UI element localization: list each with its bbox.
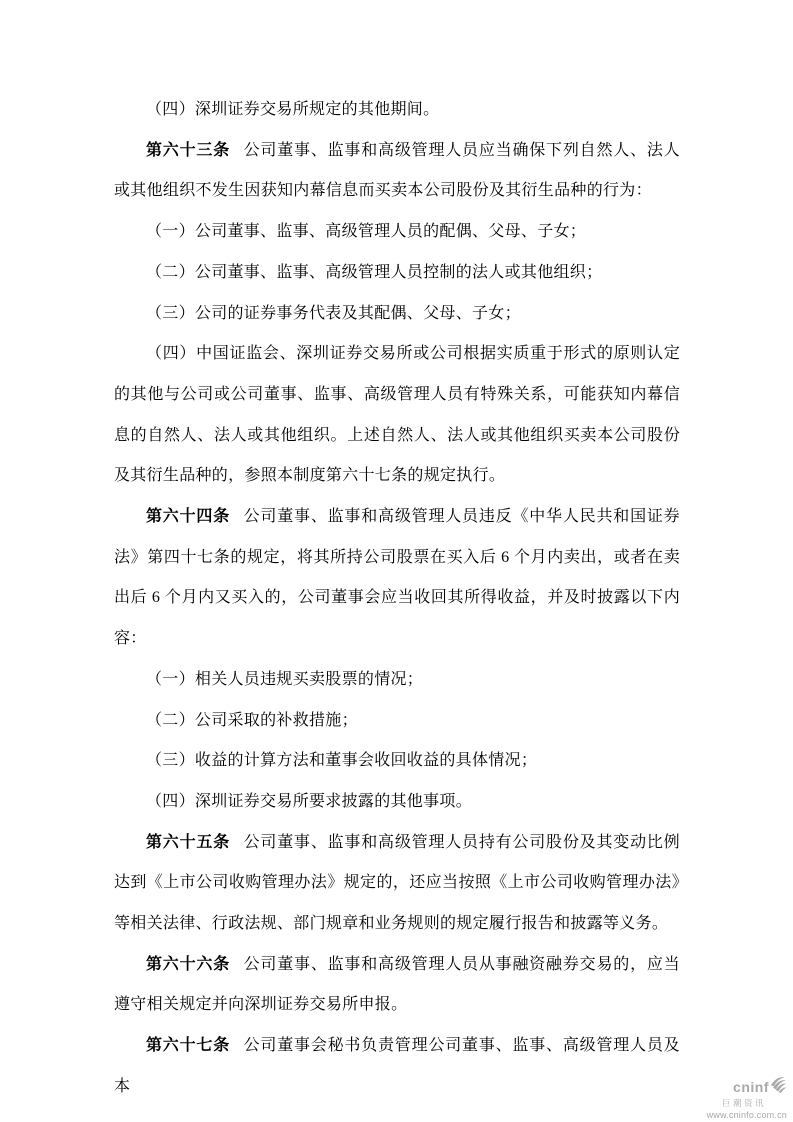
clause-item (114, 701, 680, 742)
paragraph-text: （四）深圳证券交易所规定的其他期间。 (146, 101, 440, 118)
paragraph-text: 公司董事、监事和高级管理人员违反《中华人民共和国证券法》第四十七条的规定，将其所持公司股票在买入后 6 个月内卖出，或者在卖出后 6 个月内又买入的，公司董事会应当收回其所得收益，并及时披露以下内容： (114, 508, 680, 648)
paragraph-text: （一）公司董事、监事、高级管理人员的配偶、父母、子女； (146, 223, 587, 241)
article-number: 第六十三条 (146, 141, 231, 159)
article-number: 第六十四条 (146, 508, 231, 526)
clause-item (114, 90, 680, 131)
paragraph-text: （三）收益的计算方法和董事会收回收益的具体情况； (146, 752, 538, 770)
paragraph-text: 公司董事、监事和高级管理人员应当确保下列自然人、法人或其他组织不发生因获知内幕信息而买卖本公司股份及其衍生品种的行为： (114, 141, 680, 200)
document-text-block (114, 90, 680, 1108)
paragraph-text: （二）公司董事、监事、高级管理人员控制的法人或其他组织； (146, 263, 603, 281)
cninfo-swirl-icon (770, 1076, 787, 1097)
article-64-paragraph (114, 497, 680, 660)
article-number: 第六十七条 (146, 1037, 231, 1055)
clause-item (114, 294, 680, 335)
article-66-paragraph (114, 945, 680, 1026)
article-number: 第六十五条 (146, 833, 231, 851)
cninfo-logo-row (707, 1076, 787, 1097)
paragraph-text: （二）公司采取的补救措施； (146, 711, 358, 729)
cninfo-logo-text: cninf (733, 1078, 769, 1095)
article-65-paragraph (114, 823, 680, 945)
clause-item (114, 334, 680, 497)
article-number: 第六十六条 (146, 955, 231, 973)
paragraph-text: （三）公司的证券事务代表及其配偶、父母、子女； (146, 304, 521, 322)
clause-item (114, 253, 680, 294)
cninfo-watermark (707, 1076, 787, 1120)
paragraph-text: （四）中国证监会、深圳证券交易所或公司根据实质重于形式的原则认定的其他与公司或公司董事、监事、高级管理人员有特殊关系，可能获知内幕信息的自然人、法人或其他组织。上述自然人、法人或其他组织买卖本公司股份及其衍生品种的，参照本制度第六十七条的规定执行。 (114, 345, 680, 485)
paragraph-text: 公司董事、监事和高级管理人员从事融资融券交易的，应当遵守相关规定并向深圳证券交易所申报。 (114, 955, 680, 1014)
clause-item (114, 741, 680, 782)
article-63-paragraph (114, 131, 680, 212)
paragraph-text: （四）深圳证券交易所要求披露的其他事项。 (146, 792, 473, 810)
article-67-paragraph (114, 1026, 680, 1107)
paragraph-text: 公司董事会秘书负责管理公司董事、监事、高级管理人员及本 (114, 1037, 680, 1095)
paragraph-text: 公司董事、监事和高级管理人员持有公司股份及其变动比例达到《上市公司收购管理办法》规定的，还应当按照《上市公司收购管理办法》等相关法律、行政法规、部门规章和业务规则的规定履行报告和披露等义务。 (114, 833, 680, 933)
clause-item (114, 782, 680, 823)
cninfo-chinese-name: 巨潮资讯 (721, 1098, 766, 1108)
clause-item (114, 660, 680, 701)
clause-item (114, 212, 680, 253)
cninfo-website-url: www.cninfo.com.cn (706, 1109, 787, 1120)
paragraph-text: （一）相关人员违规买卖股票的情况； (146, 670, 424, 688)
